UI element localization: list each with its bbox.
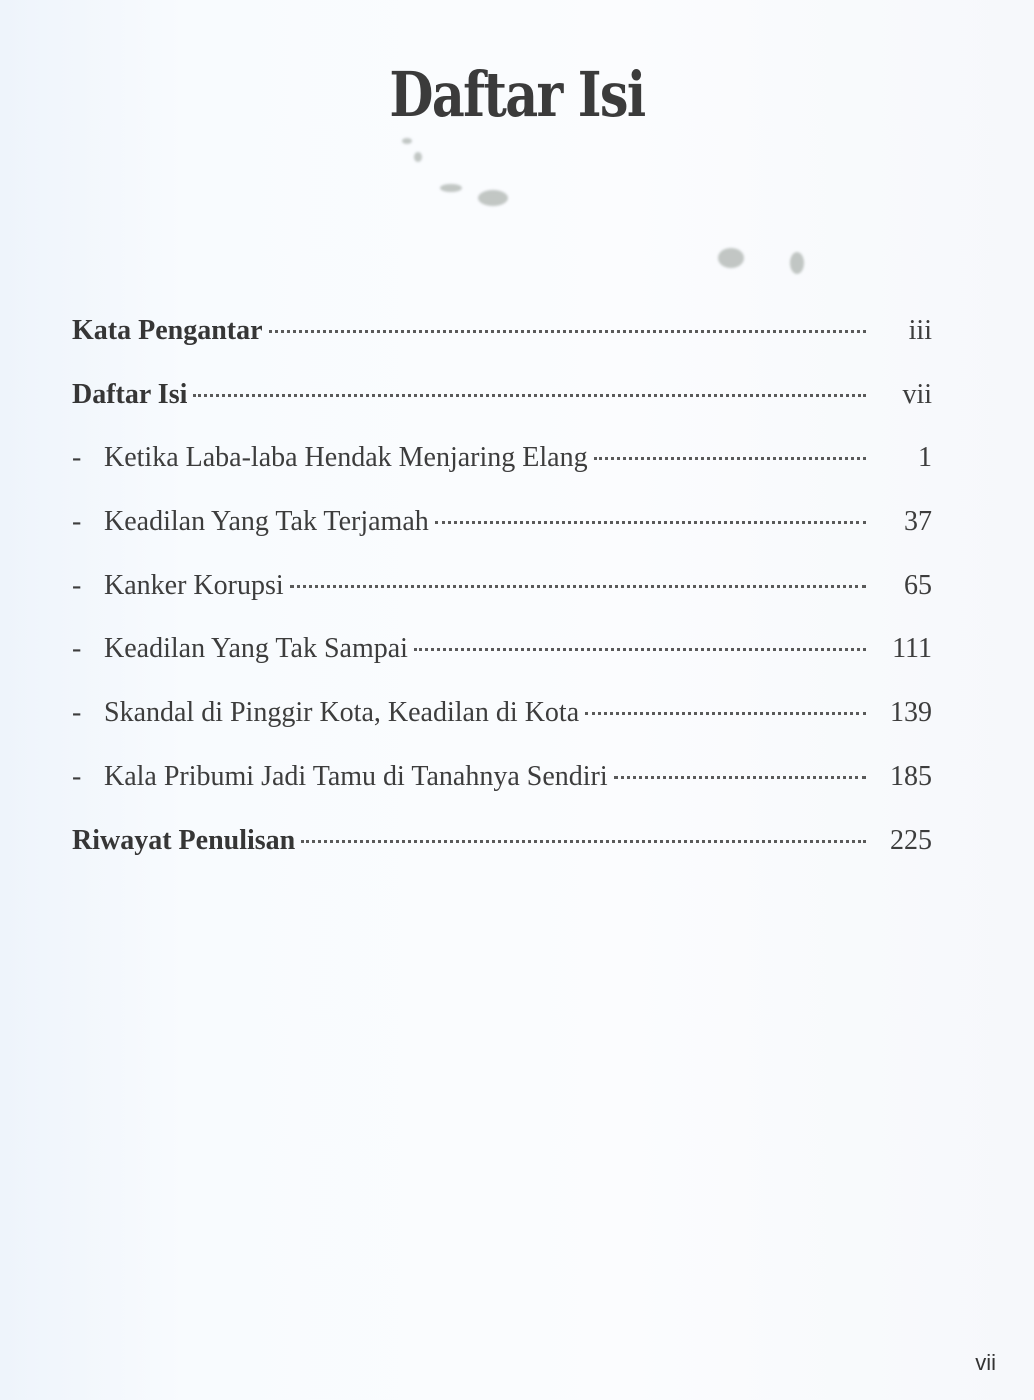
toc-entry-page: 225 xyxy=(890,824,932,856)
toc-entry-label: Daftar Isi xyxy=(72,378,188,410)
dot-leader xyxy=(414,618,866,651)
scan-smudge xyxy=(414,152,422,162)
toc-entry-page: 65 xyxy=(904,569,932,601)
dot-leader xyxy=(301,810,866,843)
scan-smudge xyxy=(440,184,462,192)
dot-leader xyxy=(594,427,866,460)
toc-entry xyxy=(72,433,932,497)
dot-leader xyxy=(585,682,866,715)
toc-entry-label: Keadilan Yang Tak Terjamah xyxy=(104,506,429,538)
toc-entry-page: iii xyxy=(908,315,932,346)
toc-entry-dash: - xyxy=(72,569,82,601)
toc-entry xyxy=(72,624,932,688)
toc-entry-page: 139 xyxy=(890,697,932,729)
scan-smudge xyxy=(478,190,508,206)
toc-entry-dash: - xyxy=(72,506,82,538)
toc-entry-label: Keadilan Yang Tak Sampai xyxy=(104,633,408,665)
page-title: Daftar Isi xyxy=(389,58,645,131)
dot-leader xyxy=(269,300,866,333)
toc-entry-page: 37 xyxy=(904,506,932,538)
toc-entry xyxy=(72,816,932,880)
toc-entry-page: 111 xyxy=(892,633,932,665)
toc-entry-dash: - xyxy=(72,697,82,729)
toc-entry xyxy=(72,306,932,370)
dot-leader xyxy=(614,746,866,779)
page-number: vii xyxy=(975,1350,996,1375)
toc-entry-dash: - xyxy=(72,442,82,474)
dot-leader xyxy=(435,491,866,524)
toc-entry-label: Kata Pengantar xyxy=(72,315,263,346)
toc-entry xyxy=(72,561,932,625)
toc-entry-page: vii xyxy=(902,378,932,410)
scan-smudge xyxy=(718,248,744,268)
toc-entry-page: 185 xyxy=(890,760,932,792)
toc-entry-label: Ketika Laba-laba Hendak Menjaring Elang xyxy=(104,442,588,474)
toc-entry-dash: - xyxy=(72,633,82,665)
dot-leader xyxy=(193,364,866,397)
toc-entry xyxy=(72,497,932,561)
scan-smudge xyxy=(402,138,412,144)
table-of-contents xyxy=(72,306,932,879)
toc-entry-label: Riwayat Penulisan xyxy=(72,824,296,856)
toc-entry-label: Skandal di Pinggir Kota, Keadilan di Kota xyxy=(104,697,580,729)
toc-entry-label: Kala Pribumi Jadi Tamu di Tanahnya Sendiri xyxy=(104,760,608,792)
toc-entry-label: Kanker Korupsi xyxy=(104,569,284,601)
toc-entry xyxy=(72,688,932,752)
scan-smudge xyxy=(790,252,804,274)
toc-entry-page: 1 xyxy=(918,442,932,474)
toc-entry xyxy=(72,752,932,816)
toc-entry xyxy=(72,370,932,434)
toc-entry-dash: - xyxy=(72,760,82,792)
dot-leader xyxy=(290,555,866,588)
